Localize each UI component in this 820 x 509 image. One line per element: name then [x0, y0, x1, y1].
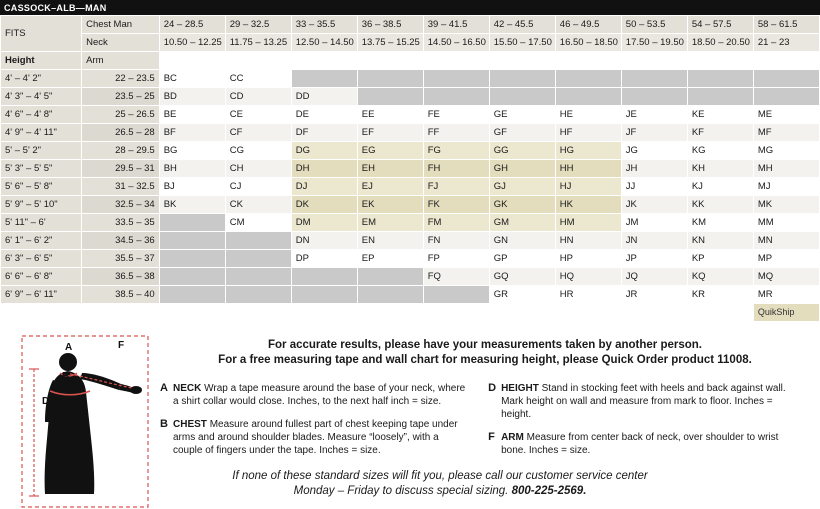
row-height: 4' 6" – 4' 8" [1, 106, 82, 124]
table-row [1, 106, 820, 124]
size-code-cell: HP [555, 250, 621, 268]
neck-range-0: 10.50 – 12.25 [159, 34, 225, 52]
size-code-cell [357, 70, 423, 88]
measurement-figure [20, 334, 150, 509]
size-code-cell: DJ [291, 178, 357, 196]
size-code-cell [423, 286, 489, 304]
size-code-cell: HR [555, 286, 621, 304]
row-height: 6' 9" – 6' 11" [1, 286, 82, 304]
row-arm: 38.5 – 40 [82, 286, 160, 304]
row-arm: 25 – 26.5 [82, 106, 160, 124]
table-row [1, 142, 820, 160]
chest-range-2: 33 – 35.5 [291, 16, 357, 34]
footer-line-2 [60, 484, 820, 499]
definition-letter: D [488, 382, 497, 394]
size-code-cell: CG [225, 142, 291, 160]
size-code-cell: CD [225, 88, 291, 106]
chest-range-0: 24 – 28.5 [159, 16, 225, 34]
size-code-cell: DG [291, 142, 357, 160]
size-code-cell [291, 268, 357, 286]
definition-letter: F [488, 431, 495, 443]
figure-letter-b: B [62, 371, 70, 382]
neck-range-7: 17.50 – 19.50 [621, 34, 687, 52]
size-code-cell: DD [291, 88, 357, 106]
quickship-badge: QuikShip [753, 304, 819, 322]
row-arm: 22 – 23.5 [82, 70, 160, 88]
size-code-cell: CM [225, 214, 291, 232]
size-code-cell [159, 286, 225, 304]
size-code-cell: JF [621, 124, 687, 142]
table-row [1, 232, 820, 250]
size-code-cell: KR [687, 286, 753, 304]
height-label: Height [1, 52, 82, 70]
chest-range-6: 46 – 49.5 [555, 16, 621, 34]
size-code-cell: CE [225, 106, 291, 124]
size-code-cell: BJ [159, 178, 225, 196]
size-code-cell: MQ [753, 268, 819, 286]
size-code-cell: EM [357, 214, 423, 232]
size-code-cell: MK [753, 196, 819, 214]
size-code-cell: MG [753, 142, 819, 160]
size-code-cell: MR [753, 286, 819, 304]
size-code-cell [621, 70, 687, 88]
size-code-cell: FP [423, 250, 489, 268]
definition-body [173, 418, 470, 457]
row-height: 4' 9" – 4' 11" [1, 124, 82, 142]
definition-term: NECK [173, 383, 202, 394]
size-code-cell: DK [291, 196, 357, 214]
size-code-cell: KM [687, 214, 753, 232]
size-code-cell: KK [687, 196, 753, 214]
chest-range-4: 39 – 41.5 [423, 16, 489, 34]
size-code-cell: MM [753, 214, 819, 232]
definitions-column-left [160, 382, 470, 467]
neck-range-3: 13.75 – 15.25 [357, 34, 423, 52]
chest-range-9: 58 – 61.5 [753, 16, 819, 34]
size-code-cell: HQ [555, 268, 621, 286]
neck-range-6: 16.50 – 18.50 [555, 34, 621, 52]
table-row [1, 286, 820, 304]
size-code-cell: DN [291, 232, 357, 250]
size-code-cell: JH [621, 160, 687, 178]
size-code-cell [159, 232, 225, 250]
arm-label: Arm [82, 52, 160, 70]
size-code-cell: EP [357, 250, 423, 268]
size-code-cell: GQ [489, 268, 555, 286]
size-code-cell [489, 88, 555, 106]
size-code-cell: GR [489, 286, 555, 304]
chest-range-5: 42 – 45.5 [489, 16, 555, 34]
size-code-cell: BK [159, 196, 225, 214]
size-code-cell: CH [225, 160, 291, 178]
chest-range-3: 36 – 38.5 [357, 16, 423, 34]
definition-text: Measure around fullest part of chest keeping tape under arms and around shoulder blades. Measure “loosely”, with a couple of fingers under the tape. Inches = size. [173, 419, 458, 456]
table-row [1, 124, 820, 142]
size-code-cell: BD [159, 88, 225, 106]
table-row [1, 70, 820, 88]
row-arm: 29.5 – 31 [82, 160, 160, 178]
size-code-cell: JR [621, 286, 687, 304]
figure-letter-a: A [65, 342, 73, 353]
footer-line-1: If none of these standard sizes will fit you, please call our customer service center [232, 470, 648, 482]
size-code-cell: BE [159, 106, 225, 124]
definition-text: Stand in stocking feet with heels and back against wall. Mark height on wall and measure from mark to floor. Inches = height. [501, 383, 786, 420]
definition-letter: B [160, 418, 168, 430]
size-code-cell [621, 88, 687, 106]
size-code-cell: KE [687, 106, 753, 124]
size-code-cell [423, 88, 489, 106]
size-code-cell: FH [423, 160, 489, 178]
definition-term: HEIGHT [501, 383, 539, 394]
definition-body [501, 382, 798, 421]
size-code-cell [357, 286, 423, 304]
size-code-cell: MF [753, 124, 819, 142]
neck-range-2: 12.50 – 14.50 [291, 34, 357, 52]
size-code-cell [423, 70, 489, 88]
size-code-cell: EJ [357, 178, 423, 196]
size-code-cell: BF [159, 124, 225, 142]
row-height: 5' 6" – 5' 8" [1, 178, 82, 196]
table-row [1, 250, 820, 268]
figure-letter-d: D [42, 396, 50, 407]
row-height: 4' 3" – 4' 5" [1, 88, 82, 106]
size-code-cell: CF [225, 124, 291, 142]
row-arm: 26.5 – 28 [82, 124, 160, 142]
size-code-cell: JN [621, 232, 687, 250]
chest-range-8: 54 – 57.5 [687, 16, 753, 34]
quickship-row [1, 304, 820, 322]
lead-line-1: For accurate results, please have your measurements taken by another person. [268, 339, 702, 351]
size-code-cell: MJ [753, 178, 819, 196]
chest-range-7: 50 – 53.5 [621, 16, 687, 34]
size-code-cell: MP [753, 250, 819, 268]
row-height: 5' 9" – 5' 10" [1, 196, 82, 214]
size-code-cell: HG [555, 142, 621, 160]
neck-range-4: 14.50 – 16.50 [423, 34, 489, 52]
definition-item [488, 382, 798, 421]
fits-label: FITS [1, 16, 82, 52]
row-arm: 34.5 – 36 [82, 232, 160, 250]
customer-service-phone: 800-225-2569. [511, 485, 587, 497]
size-code-cell: FK [423, 196, 489, 214]
size-code-cell: EF [357, 124, 423, 142]
table-row [1, 214, 820, 232]
size-code-cell: KF [687, 124, 753, 142]
size-code-cell: DE [291, 106, 357, 124]
size-code-cell: HN [555, 232, 621, 250]
definition-term: CHEST [173, 419, 207, 430]
header-spacer [159, 52, 819, 70]
definitions-column-right [488, 382, 798, 467]
size-code-cell: CJ [225, 178, 291, 196]
size-code-cell [225, 250, 291, 268]
size-code-cell [291, 286, 357, 304]
row-height: 5' 11" – 6' [1, 214, 82, 232]
size-code-cell [687, 70, 753, 88]
figure-letter-f: F [118, 340, 125, 351]
size-code-cell: CK [225, 196, 291, 214]
row-arm: 33.5 – 35 [82, 214, 160, 232]
size-code-cell: JJ [621, 178, 687, 196]
size-code-cell: DF [291, 124, 357, 142]
size-code-cell: EH [357, 160, 423, 178]
row-arm: 36.5 – 38 [82, 268, 160, 286]
size-code-cell: BH [159, 160, 225, 178]
table-row [1, 88, 820, 106]
size-code-cell: CC [225, 70, 291, 88]
instructions-panel [0, 322, 820, 499]
size-code-cell [225, 286, 291, 304]
table-header-chest [1, 16, 820, 34]
size-code-cell: EK [357, 196, 423, 214]
table-header-neck [1, 34, 820, 52]
row-arm: 28 – 29.5 [82, 142, 160, 160]
size-code-cell: HF [555, 124, 621, 142]
row-height: 5' – 5' 2" [1, 142, 82, 160]
size-code-cell [159, 250, 225, 268]
size-code-cell: FF [423, 124, 489, 142]
table-row [1, 196, 820, 214]
neck-range-8: 18.50 – 20.50 [687, 34, 753, 52]
size-code-cell [555, 70, 621, 88]
page-title: CASSOCK–ALB—MAN [4, 2, 107, 13]
size-code-cell: KG [687, 142, 753, 160]
size-code-cell [225, 232, 291, 250]
row-height: 4' – 4' 2" [1, 70, 82, 88]
definition-letter: A [160, 382, 168, 394]
size-code-cell [555, 88, 621, 106]
size-code-cell: MH [753, 160, 819, 178]
size-code-cell: KQ [687, 268, 753, 286]
size-code-cell: ME [753, 106, 819, 124]
size-code-cell [753, 70, 819, 88]
size-chart-table [0, 15, 820, 322]
size-code-cell [753, 88, 819, 106]
size-code-cell [159, 268, 225, 286]
size-code-cell: KN [687, 232, 753, 250]
definition-body [501, 431, 798, 457]
size-code-cell: FM [423, 214, 489, 232]
size-code-cell: GF [489, 124, 555, 142]
size-code-cell: EN [357, 232, 423, 250]
size-code-cell: BC [159, 70, 225, 88]
size-code-cell [159, 214, 225, 232]
size-code-cell: DH [291, 160, 357, 178]
neck-range-5: 15.50 – 17.50 [489, 34, 555, 52]
row-height: 5' 3" – 5' 5" [1, 160, 82, 178]
size-code-cell: HK [555, 196, 621, 214]
size-code-cell: JQ [621, 268, 687, 286]
neck-range-9: 21 – 23 [753, 34, 819, 52]
size-code-cell: HJ [555, 178, 621, 196]
size-code-cell: GE [489, 106, 555, 124]
size-code-cell: GP [489, 250, 555, 268]
size-code-cell: JM [621, 214, 687, 232]
row-height: 6' 3" – 6' 5" [1, 250, 82, 268]
row-arm: 31 – 32.5 [82, 178, 160, 196]
chest-man-label: Chest Man [82, 16, 160, 34]
definition-text: Wrap a tape measure around the base of your neck, where a shirt collar would close. Inches, to the next half inch = size. [173, 383, 466, 407]
neck-range-1: 11.75 – 13.25 [225, 34, 291, 52]
size-code-cell: FN [423, 232, 489, 250]
table-row [1, 268, 820, 286]
size-code-cell: EG [357, 142, 423, 160]
row-arm: 23.5 – 25 [82, 88, 160, 106]
size-code-cell: DP [291, 250, 357, 268]
size-code-cell: GK [489, 196, 555, 214]
size-code-cell: MN [753, 232, 819, 250]
size-code-cell [357, 88, 423, 106]
size-code-cell: KP [687, 250, 753, 268]
definition-body [173, 382, 470, 408]
size-code-cell: DM [291, 214, 357, 232]
size-code-cell: GN [489, 232, 555, 250]
definition-item [160, 418, 470, 457]
table-row [1, 160, 820, 178]
size-code-cell: HE [555, 106, 621, 124]
size-code-cell: EE [357, 106, 423, 124]
size-code-cell: JK [621, 196, 687, 214]
size-code-cell: BG [159, 142, 225, 160]
size-code-cell: GH [489, 160, 555, 178]
page-title-bar [0, 0, 820, 15]
size-code-cell: FG [423, 142, 489, 160]
size-code-cell: JP [621, 250, 687, 268]
size-code-cell [291, 70, 357, 88]
row-height: 6' 6" – 6' 8" [1, 268, 82, 286]
lead-line-2: For a free measuring tape and wall chart for measuring height, please Quick Order product 11008. [218, 354, 752, 366]
size-code-cell: FE [423, 106, 489, 124]
definition-term: ARM [501, 432, 524, 443]
size-code-cell [357, 268, 423, 286]
row-height: 6' 1" – 6' 2" [1, 232, 82, 250]
table-header-height-arm [1, 52, 820, 70]
definition-text: Measure from center back of neck, over shoulder to wrist bone. Inches = size. [501, 432, 779, 456]
size-code-cell: GM [489, 214, 555, 232]
table-row [1, 178, 820, 196]
definition-item [160, 382, 470, 408]
size-code-cell: KH [687, 160, 753, 178]
size-code-cell: JG [621, 142, 687, 160]
row-arm: 35.5 – 37 [82, 250, 160, 268]
size-code-cell [225, 268, 291, 286]
size-code-cell: FQ [423, 268, 489, 286]
footer-line-2-text: Monday – Friday to discuss special sizing. [293, 485, 512, 497]
size-code-cell: HM [555, 214, 621, 232]
chest-range-1: 29 – 32.5 [225, 16, 291, 34]
size-code-cell [489, 70, 555, 88]
size-code-cell: GG [489, 142, 555, 160]
size-code-cell: JE [621, 106, 687, 124]
size-code-cell: HH [555, 160, 621, 178]
size-code-cell [687, 88, 753, 106]
row-arm: 32.5 – 34 [82, 196, 160, 214]
neck-label: Neck [82, 34, 160, 52]
definition-item [488, 431, 798, 457]
size-code-cell: GJ [489, 178, 555, 196]
size-code-cell: KJ [687, 178, 753, 196]
size-code-cell: FJ [423, 178, 489, 196]
